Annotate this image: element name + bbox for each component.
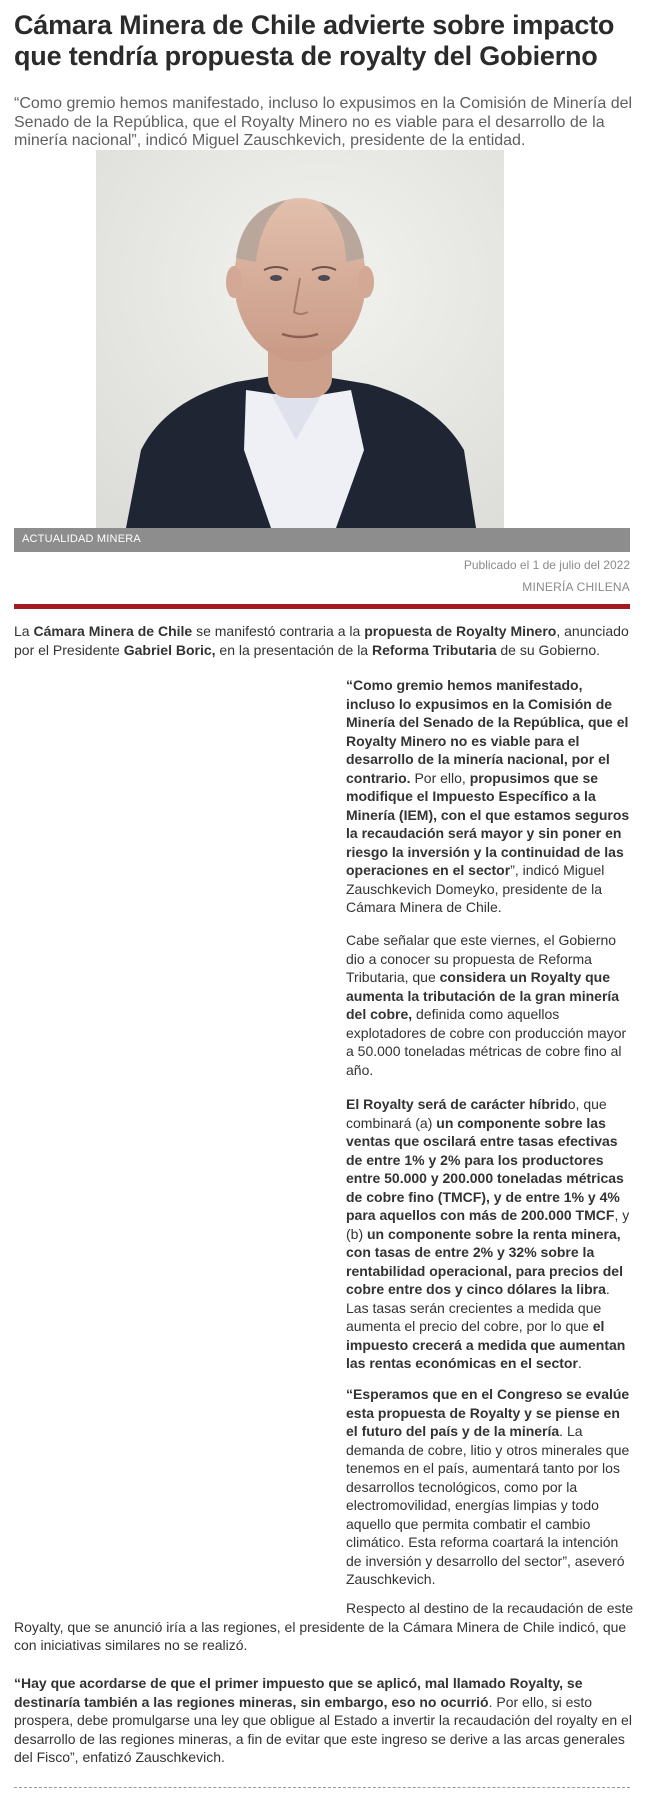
text-segment: . Las tasas serán crecientes a medida que aumenta el precio del cobre, por lo que	[346, 1281, 610, 1334]
text-segment: La	[14, 623, 34, 639]
text-segment: , anunciado por el Presidente	[14, 623, 629, 658]
bold-text-segment: “Como gremio hemos manifestado, incluso lo expusimos en la Comisión de Minería del Senado de la República, que el Royalty Minero no es viable para el desarrollo de la minería nacional, por el contrario.	[346, 677, 629, 786]
text-segment: .	[577, 1355, 582, 1371]
article-photo	[96, 150, 504, 528]
bold-text-segment: “Hay que acordarse de que el primer impuesto que se aplicó, mal llamado Royalty, se destinaría también a las regiones mineras, sin embargo, eso no ocurrió	[14, 1675, 583, 1710]
text-segment: Respecto al destino de la recaudación de este Royalty, que se anunció iría a las regiones, el presidente de la Cámara Minera de Chile indicó, que con iniciativas similares no se realizó.	[14, 1600, 634, 1653]
text-segment: . La demanda de cobre, litio y otros minerales que tenemos en el país, aumentará tanto por los desarrollos tecnológicos, como por la electromovilidad, energías limpias y todo aquello que permita combatir el cambio climático. Esta reforma coartará la intención de inversión y desarrollo del sector”, aseveró Zauschkevich.	[346, 1423, 630, 1587]
paragraph-quote-2	[346, 1385, 632, 1589]
bold-text-segment: Cámara Minera de Chile	[33, 623, 193, 639]
bold-text-segment: un componente sobre la renta minera, con tasas de entre 2% y 32% sobre la rentabilidad operacional, para precios del cobre entre dos y cinco dólares la libra	[346, 1225, 623, 1297]
text-segment: ”, indicó Miguel Zauschkevich Domeyko, presidente de la Cámara Minera de Chile.	[346, 862, 605, 915]
text-segment: o, que combinará (a)	[346, 1096, 607, 1131]
text-segment: definida como aquellos explotadores de cobre con producción mayor a 50.000 toneladas métricas de cobre fino al año.	[346, 1006, 627, 1078]
article-title: Cámara Minera de Chile advierte sobre impacto que tendría propuesta de royalty del Gobierno	[14, 10, 615, 71]
portrait-illustration	[96, 150, 504, 528]
publish-date: Publicado el 1 de julio del 2022	[463, 558, 630, 572]
paragraph-quote-3	[14, 1674, 636, 1767]
paragraph-royalty-announcement	[346, 931, 632, 1079]
text-segment: se manifestó contraria a la	[192, 623, 365, 639]
text-segment: . Por ello, si esto prospera, debe promulgarse una ley que obligue al Estado a invertir la recaudación del royalty en el desarrollo de las regiones mineras, a fin de evitar que este ingreso se derive a las arcas generales del Fisco”, enfatizó Zauschkevich.	[14, 1693, 632, 1765]
bold-text-segment: considera un Royalty que aumenta la tributación de la gran minería del cobre,	[346, 969, 620, 1022]
text-segment: en la presentación de la	[215, 641, 372, 658]
bold-text-segment: propuesta de Royalty Minero	[364, 623, 557, 639]
article-lede: “Como gremio hemos manifestado, incluso lo expusimos en la Comisión de Minería del Senado de la República, que el Royalty Minero no es viable para el desarrollo de la minería nacional”, indicó Miguel Zauschkevich, presidente de la entidad.	[14, 95, 633, 149]
photo-credit-bar	[14, 528, 630, 552]
section-divider	[14, 604, 630, 609]
bold-text-segment: propusimos que se modifique el Impuesto Específico a la Minería (IEM), con el que estamos seguros la recaudación será mayor y sin poner en riesgo la inversión y la continuidad de las operaciones en el sector	[346, 769, 630, 878]
bold-text-segment: Reforma Tributaria	[372, 641, 497, 658]
end-divider	[14, 1787, 630, 1788]
bold-text-segment: El Royalty será de carácter híbrid	[346, 1096, 568, 1112]
paragraph-intro	[14, 622, 636, 659]
text-segment: de su Gobierno.	[496, 641, 600, 658]
source-link[interactable]: MINERÍA CHILENA	[522, 580, 630, 594]
bold-text-segment: “Esperamos que en el Congreso se evalúe esta propuesta de Royalty y se piense en el futuro del país y de la minería	[346, 1386, 630, 1439]
paragraph-quote-1	[346, 676, 632, 917]
bold-text-segment: el impuesto crecerá a medida que aumentan las rentas económicas en el sector	[346, 1318, 626, 1371]
bold-text-segment: Gabriel Boric,	[123, 641, 216, 658]
bold-text-segment: un componente sobre las ventas que oscilará entre tasas efectivas de entre 1% y 2% para los productores entre 50.000 y 200.000 toneladas métricas de cobre fino (TMCF), y de entre 1% y 4% para aquellos con más de 200.000 TMCF	[346, 1114, 624, 1223]
paragraph-revenue-destination	[14, 1599, 636, 1655]
text-segment: , y (b)	[346, 1207, 630, 1242]
text-segment: Cabe señalar que este viernes, el Gobierno dio a conocer su propuesta de Reforma Tributaria, que	[346, 932, 617, 985]
text-segment: Por ello,	[410, 769, 470, 786]
paragraph-royalty-details	[346, 1095, 632, 1373]
photo-credit: ACTUALIDAD MINERA	[22, 533, 141, 545]
